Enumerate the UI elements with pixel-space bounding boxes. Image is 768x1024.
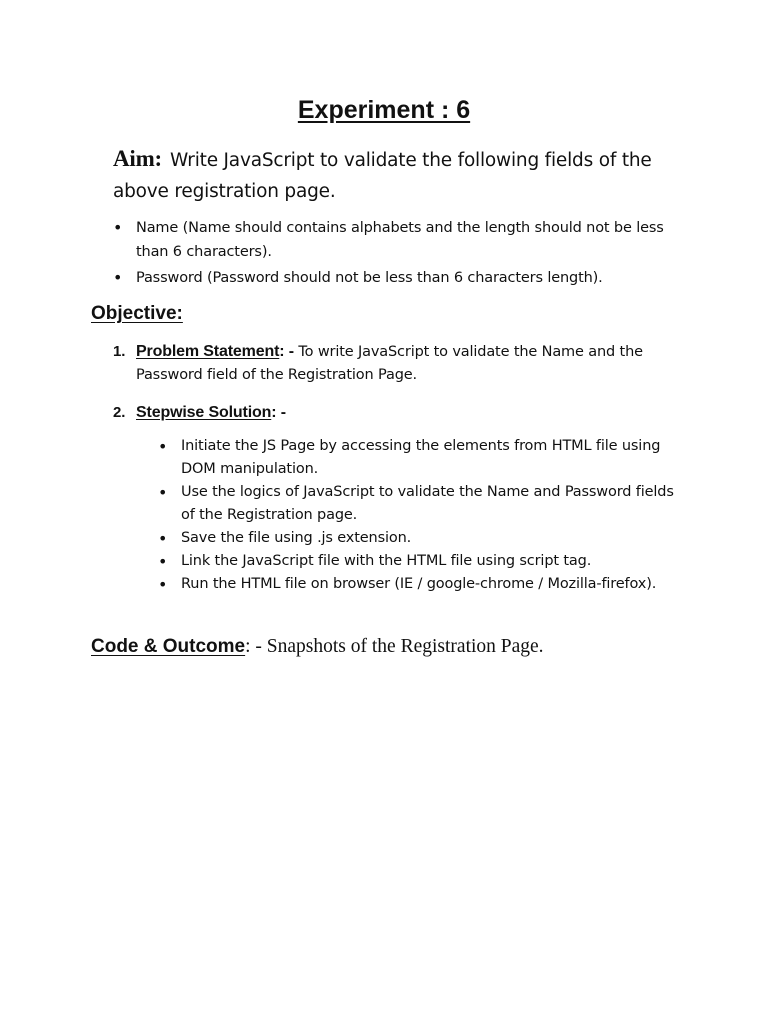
aim-label: Aim: xyxy=(113,146,163,171)
list-item: • Use the logics of JavaScript to validate the Name and Password fields of the Registration page. xyxy=(158,481,688,527)
aim-section xyxy=(113,143,693,207)
problem-label: Problem Statement xyxy=(136,343,280,360)
list-item: • Password (Password should not be less than 6 characters length). xyxy=(113,266,688,290)
problem-separator: : - xyxy=(279,343,294,360)
title-text: Experiment : 6 xyxy=(297,96,471,124)
objective-heading: Objective: xyxy=(91,303,183,324)
problem-statement xyxy=(113,340,688,387)
problem-text: To write JavaScript to validate the Name and the Password field of the Registration Page. xyxy=(136,344,643,383)
code-outcome-section xyxy=(91,636,711,658)
list-item: • Link the JavaScript file with the HTML file using script tag. xyxy=(158,550,688,573)
solution-label: Stepwise Solution xyxy=(136,404,272,421)
page-title xyxy=(0,96,768,125)
aim-text: Write JavaScript to validate the following fields of the above registration page. xyxy=(113,150,652,202)
solution-number: 2. xyxy=(113,404,126,421)
list-item: • Save the file using .js extension. xyxy=(158,527,688,550)
list-item: • Name (Name should contains alphabets and the length should not be less than 6 characters). xyxy=(113,216,688,264)
stepwise-solution xyxy=(113,401,688,425)
solution-separator: : - xyxy=(271,404,286,421)
code-outcome-text: Snapshots of the Registration Page. xyxy=(266,636,544,657)
list-item: • Run the HTML file on browser (IE / google-chrome / Mozilla-firefox). xyxy=(158,573,688,596)
code-outcome-separator: : - xyxy=(245,636,262,657)
problem-number: 1. xyxy=(113,343,126,360)
steps-list xyxy=(158,435,688,596)
list-item: • Initiate the JS Page by accessing the elements from HTML file using DOM manipulation. xyxy=(158,435,688,481)
aim-list xyxy=(113,216,688,292)
code-outcome-label: Code & Outcome xyxy=(91,636,246,657)
